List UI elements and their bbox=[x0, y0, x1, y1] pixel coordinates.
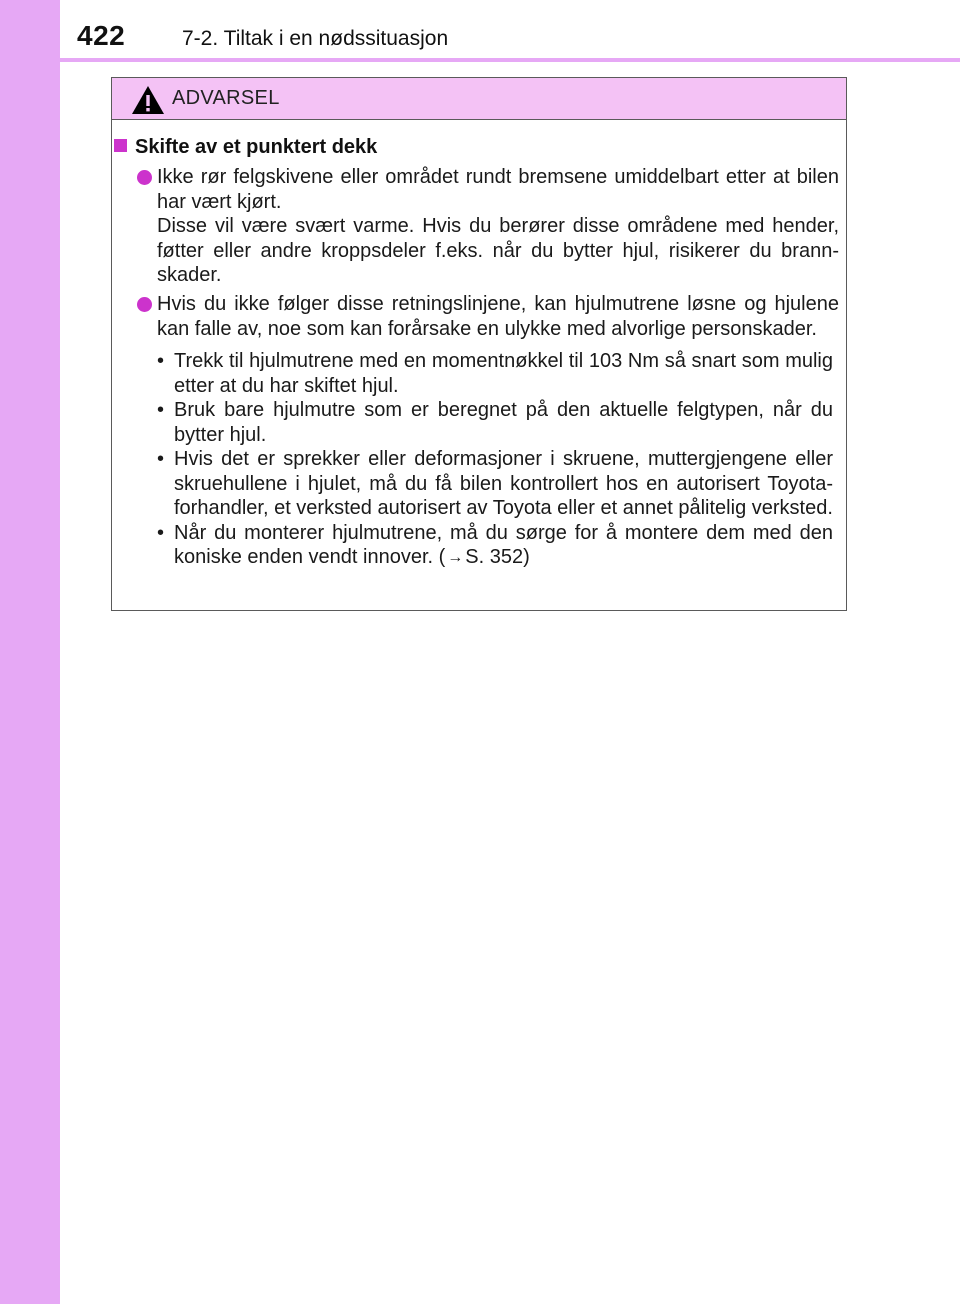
list-item: • Når du monterer hjulmutrene, må du sørge for å montere dem med den koniske enden vendt innover. ( → S. 352) bbox=[157, 521, 833, 568]
square-bullet-icon bbox=[114, 139, 127, 152]
chapter-title: 7-2. Tiltak i en nødssituasjon bbox=[182, 27, 449, 50]
circle-bullet-icon bbox=[137, 297, 152, 312]
list-item: • Bruk bare hjulmutre som er beregnet på den aktuelle felgtypen, når du bytter hjul. bbox=[157, 399, 833, 446]
warning-label: ADVARSEL bbox=[172, 87, 280, 109]
section-title bbox=[114, 136, 377, 159]
list-item: • Trekk til hjulmutrene med en momentnøkkel til 103 Nm så snart som mulig etter at du har skiftet hjul. bbox=[157, 350, 833, 397]
paragraph-1 bbox=[157, 165, 839, 288]
paragraph-2-line1: Hvis du ikke følger disse retningslinjene, kan hjulmutrene løsne og hjulene kan falle av, noe som kan forårsake en ulykke med alvorlige personskader. bbox=[157, 293, 839, 340]
sub-list bbox=[157, 349, 833, 571]
section-title-text: Skifte av et punktert dekk bbox=[135, 136, 378, 158]
list-item-text: Trekk til hjulmutrene med en momentnøkkel til 103 Nm så snart som mulig etter at du har skiftet hjul. bbox=[174, 350, 833, 397]
circle-bullet-icon bbox=[137, 170, 152, 185]
list-item-text: Hvis det er sprekker eller deformasjoner i skruene, muttergjengene eller skruehullene i hjulet, må du få bilen kontrollert hos en autorisert Toyota-forhandler, et verksted autorisert av Toyota eller et annet pålitelig verksted. bbox=[174, 448, 833, 519]
page-number: 422 bbox=[77, 20, 126, 51]
paragraph-1-line1: Ikke rør felgskivene eller området rundt bremsene umiddelbart etter at bilen har vært kjørt. bbox=[157, 166, 839, 213]
warning-box bbox=[111, 77, 847, 611]
page-reference-link[interactable]: S. 352) bbox=[465, 546, 530, 568]
list-item: • Hvis det er sprekker eller deformasjoner i skruene, muttergjengene eller skruehullene i hjulet, må du få bilen kontrollert hos en autorisert Toyota-forhandler, et verksted autorisert av Toyota eller et annet pålitelig verksted. bbox=[157, 448, 833, 519]
list-item-text: Når du monterer hjulmutrene, må du sørge for å montere dem med den koniske enden vendt innover. ( bbox=[174, 521, 833, 568]
arrow-right-icon: → bbox=[447, 549, 464, 566]
paragraph-1-line2: Disse vil være svært varme. Hvis du berører disse områdene med hender, føtter eller andre kroppsdeler f.eks. når du bytter hjul, risikerer du brann-skader. bbox=[157, 215, 839, 286]
header-rule bbox=[60, 58, 960, 62]
side-color-strip bbox=[0, 0, 60, 1304]
warning-header bbox=[112, 78, 846, 120]
warning-triangle-icon bbox=[131, 85, 165, 115]
list-item-text: Bruk bare hjulmutre som er beregnet på den aktuelle felgtypen, når du bytter hjul. bbox=[174, 399, 833, 446]
paragraph-2 bbox=[157, 292, 839, 341]
